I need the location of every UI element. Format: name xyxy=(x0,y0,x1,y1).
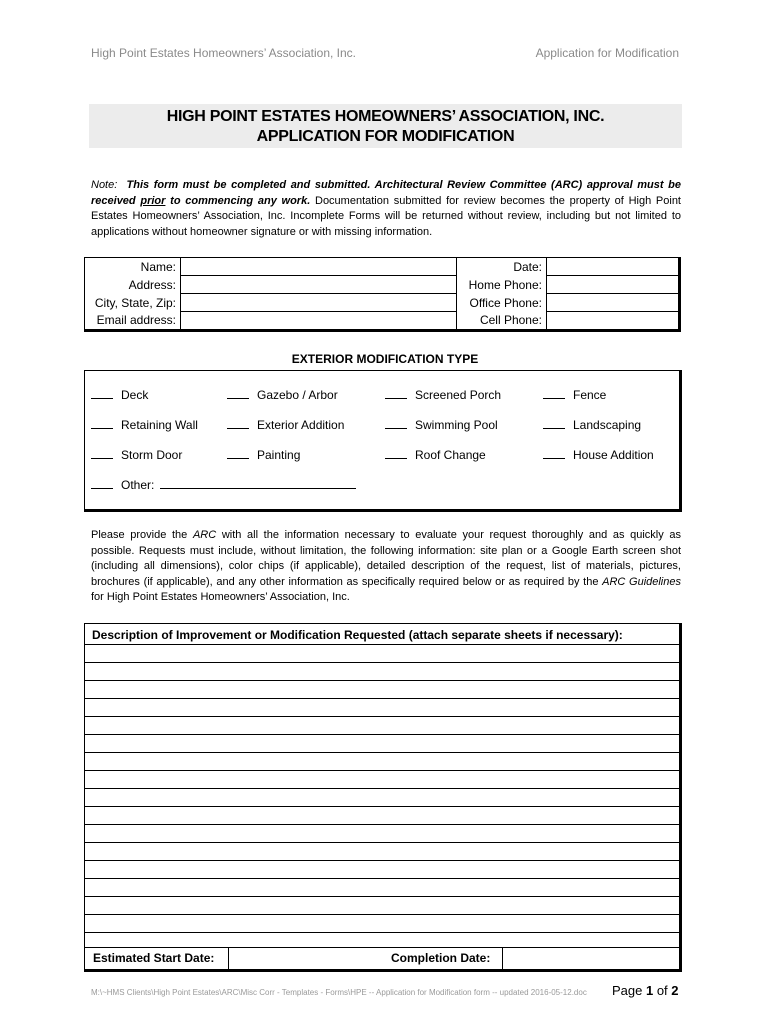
option-storm-door[interactable] xyxy=(91,448,182,462)
option-label: Roof Change xyxy=(415,448,486,462)
option-landscaping[interactable] xyxy=(543,418,641,432)
completion-date-field[interactable] xyxy=(503,948,677,970)
option-label: Landscaping xyxy=(573,418,642,432)
page-of: of xyxy=(653,983,672,998)
description-line[interactable] xyxy=(85,788,679,789)
option-blank[interactable] xyxy=(543,388,565,399)
option-other[interactable] xyxy=(91,478,356,492)
date-bar xyxy=(85,947,679,970)
applicant-info-table xyxy=(84,257,681,332)
option-roof-change[interactable] xyxy=(385,448,486,462)
date-field[interactable] xyxy=(547,258,680,276)
address-label: Address: xyxy=(128,277,176,292)
page-prefix: Page xyxy=(612,983,646,998)
date-label: Date: xyxy=(513,259,542,274)
title-banner xyxy=(89,104,682,148)
description-line[interactable] xyxy=(85,824,679,825)
note-paragraph xyxy=(91,178,681,240)
city-state-zip-field[interactable] xyxy=(181,294,457,312)
home-phone-field[interactable] xyxy=(547,276,680,294)
option-blank[interactable] xyxy=(91,448,113,459)
option-blank[interactable] xyxy=(91,418,113,429)
instructions-text-3: for High Point Estates Homeowners’ Association, Inc. xyxy=(91,591,350,604)
header-association-name: High Point Estates Homeowners’ Association, Inc. xyxy=(91,46,357,60)
option-blank[interactable] xyxy=(385,448,407,459)
option-blank[interactable] xyxy=(543,418,565,429)
description-line[interactable] xyxy=(85,860,679,861)
instructions-arc-guidelines: ARC Guidelines xyxy=(602,575,681,588)
modification-type-title: EXTERIOR MODIFICATION TYPE xyxy=(291,352,479,366)
completion-date-label: Completion Date: xyxy=(391,951,491,965)
description-line[interactable] xyxy=(85,932,679,933)
option-label: Painting xyxy=(257,448,301,462)
option-screened-porch[interactable] xyxy=(385,388,501,402)
note-bold-a: This form must be completed and submitted. Architectural Review Committee (ARC) approval must be received xyxy=(91,179,681,207)
note-prior: prior xyxy=(140,194,166,207)
page-number xyxy=(612,983,679,998)
description-heading: Description of Improvement or Modification Requested (attach separate sheets if necessary): xyxy=(92,628,623,642)
description-line[interactable] xyxy=(85,770,679,771)
description-line[interactable] xyxy=(85,734,679,735)
description-line[interactable] xyxy=(85,680,679,681)
option-retaining-wall[interactable] xyxy=(91,418,198,432)
option-blank[interactable] xyxy=(91,388,113,399)
city-state-zip-label: City, State, Zip: xyxy=(94,295,176,310)
description-line[interactable] xyxy=(85,698,679,699)
note-rest: Documentation submitted for review becomes the property of High Point Estates Homeowners’ Association, Inc. Incomplete Forms will be returned without review, including but not limited to applications without homeowner signature or with missing information. xyxy=(91,194,681,238)
home-phone-label: Home Phone: xyxy=(468,277,542,292)
instructions-text-2: with all the information necessary to evaluate your request thoroughly and as quickly as possible. Requests must include, without limitation, the following information: site plan or a Google Earth screen shot (including all dimensions), color chips (if applicable), detailed description of the request, list of materials, pictures, brochures (if applicable), and any other information as specifically required below or as required by the xyxy=(91,529,682,588)
option-deck[interactable] xyxy=(91,388,148,402)
option-exterior-addition[interactable] xyxy=(227,418,344,432)
description-line[interactable] xyxy=(85,662,679,663)
email-field[interactable] xyxy=(181,312,457,331)
description-line[interactable] xyxy=(85,878,679,879)
description-box xyxy=(84,623,682,972)
description-line[interactable] xyxy=(85,752,679,753)
option-swimming-pool[interactable] xyxy=(385,418,498,432)
footer-file-path: M:\~HMS Clients\High Point Estates\ARC\Misc Corr - Templates - Forms\HPE -- Application for Modification form -- updated 2016-05-12.doc xyxy=(91,988,587,997)
option-fence[interactable] xyxy=(543,388,606,402)
modification-type-box xyxy=(84,370,682,512)
option-blank[interactable] xyxy=(227,388,249,399)
instructions-arc: ARC xyxy=(192,529,217,541)
option-blank[interactable] xyxy=(385,418,407,429)
start-date-label: Estimated Start Date: xyxy=(93,951,215,965)
other-text-line[interactable] xyxy=(160,478,356,489)
cell-phone-field[interactable] xyxy=(547,312,680,331)
description-line[interactable] xyxy=(85,716,679,717)
option-label: Screened Porch xyxy=(415,388,502,402)
email-label: Email address: xyxy=(96,313,176,328)
description-line[interactable] xyxy=(85,644,679,645)
option-blank[interactable] xyxy=(543,448,565,459)
option-label: Deck xyxy=(121,388,149,402)
office-phone-label: Office Phone: xyxy=(469,295,542,310)
office-phone-field[interactable] xyxy=(547,294,680,312)
description-line[interactable] xyxy=(85,914,679,915)
option-blank[interactable] xyxy=(227,448,249,459)
option-label: House Addition xyxy=(573,448,654,462)
option-painting[interactable] xyxy=(227,448,300,462)
note-bold-b: to commencing any work. xyxy=(165,194,311,207)
option-blank[interactable] xyxy=(227,418,249,429)
name-label: Name: xyxy=(140,259,176,274)
description-line[interactable] xyxy=(85,896,679,897)
page-current: 1 xyxy=(645,983,654,998)
description-line[interactable] xyxy=(85,806,679,807)
instructions-paragraph xyxy=(91,528,681,606)
cell-phone-label: Cell Phone: xyxy=(479,313,542,328)
option-blank[interactable] xyxy=(385,388,407,399)
option-label: Exterior Addition xyxy=(257,418,345,432)
option-blank[interactable] xyxy=(91,478,113,489)
option-label: Storm Door xyxy=(121,448,183,462)
name-field[interactable] xyxy=(181,258,457,276)
option-label: Swimming Pool xyxy=(415,418,498,432)
option-label: Fence xyxy=(573,388,607,402)
option-gazebo-arbor[interactable] xyxy=(227,388,338,402)
description-line[interactable] xyxy=(85,842,679,843)
instructions-text-1: Please provide the xyxy=(91,529,193,541)
title-line-2: APPLICATION FOR MODIFICATION xyxy=(256,128,515,145)
option-label: Retaining Wall xyxy=(121,418,198,432)
address-field[interactable] xyxy=(181,276,457,294)
note-label: Note: xyxy=(91,179,118,191)
header-form-name: Application for Modification xyxy=(535,46,679,60)
option-label: Gazebo / Arbor xyxy=(257,388,338,402)
page-total: 2 xyxy=(671,983,679,998)
option-house-addition[interactable] xyxy=(543,448,654,462)
start-date-field[interactable] xyxy=(229,948,379,970)
option-other-label: Other: xyxy=(121,478,155,492)
title-line-1: HIGH POINT ESTATES HOMEOWNERS’ ASSOCIATION, INC. xyxy=(166,108,605,125)
